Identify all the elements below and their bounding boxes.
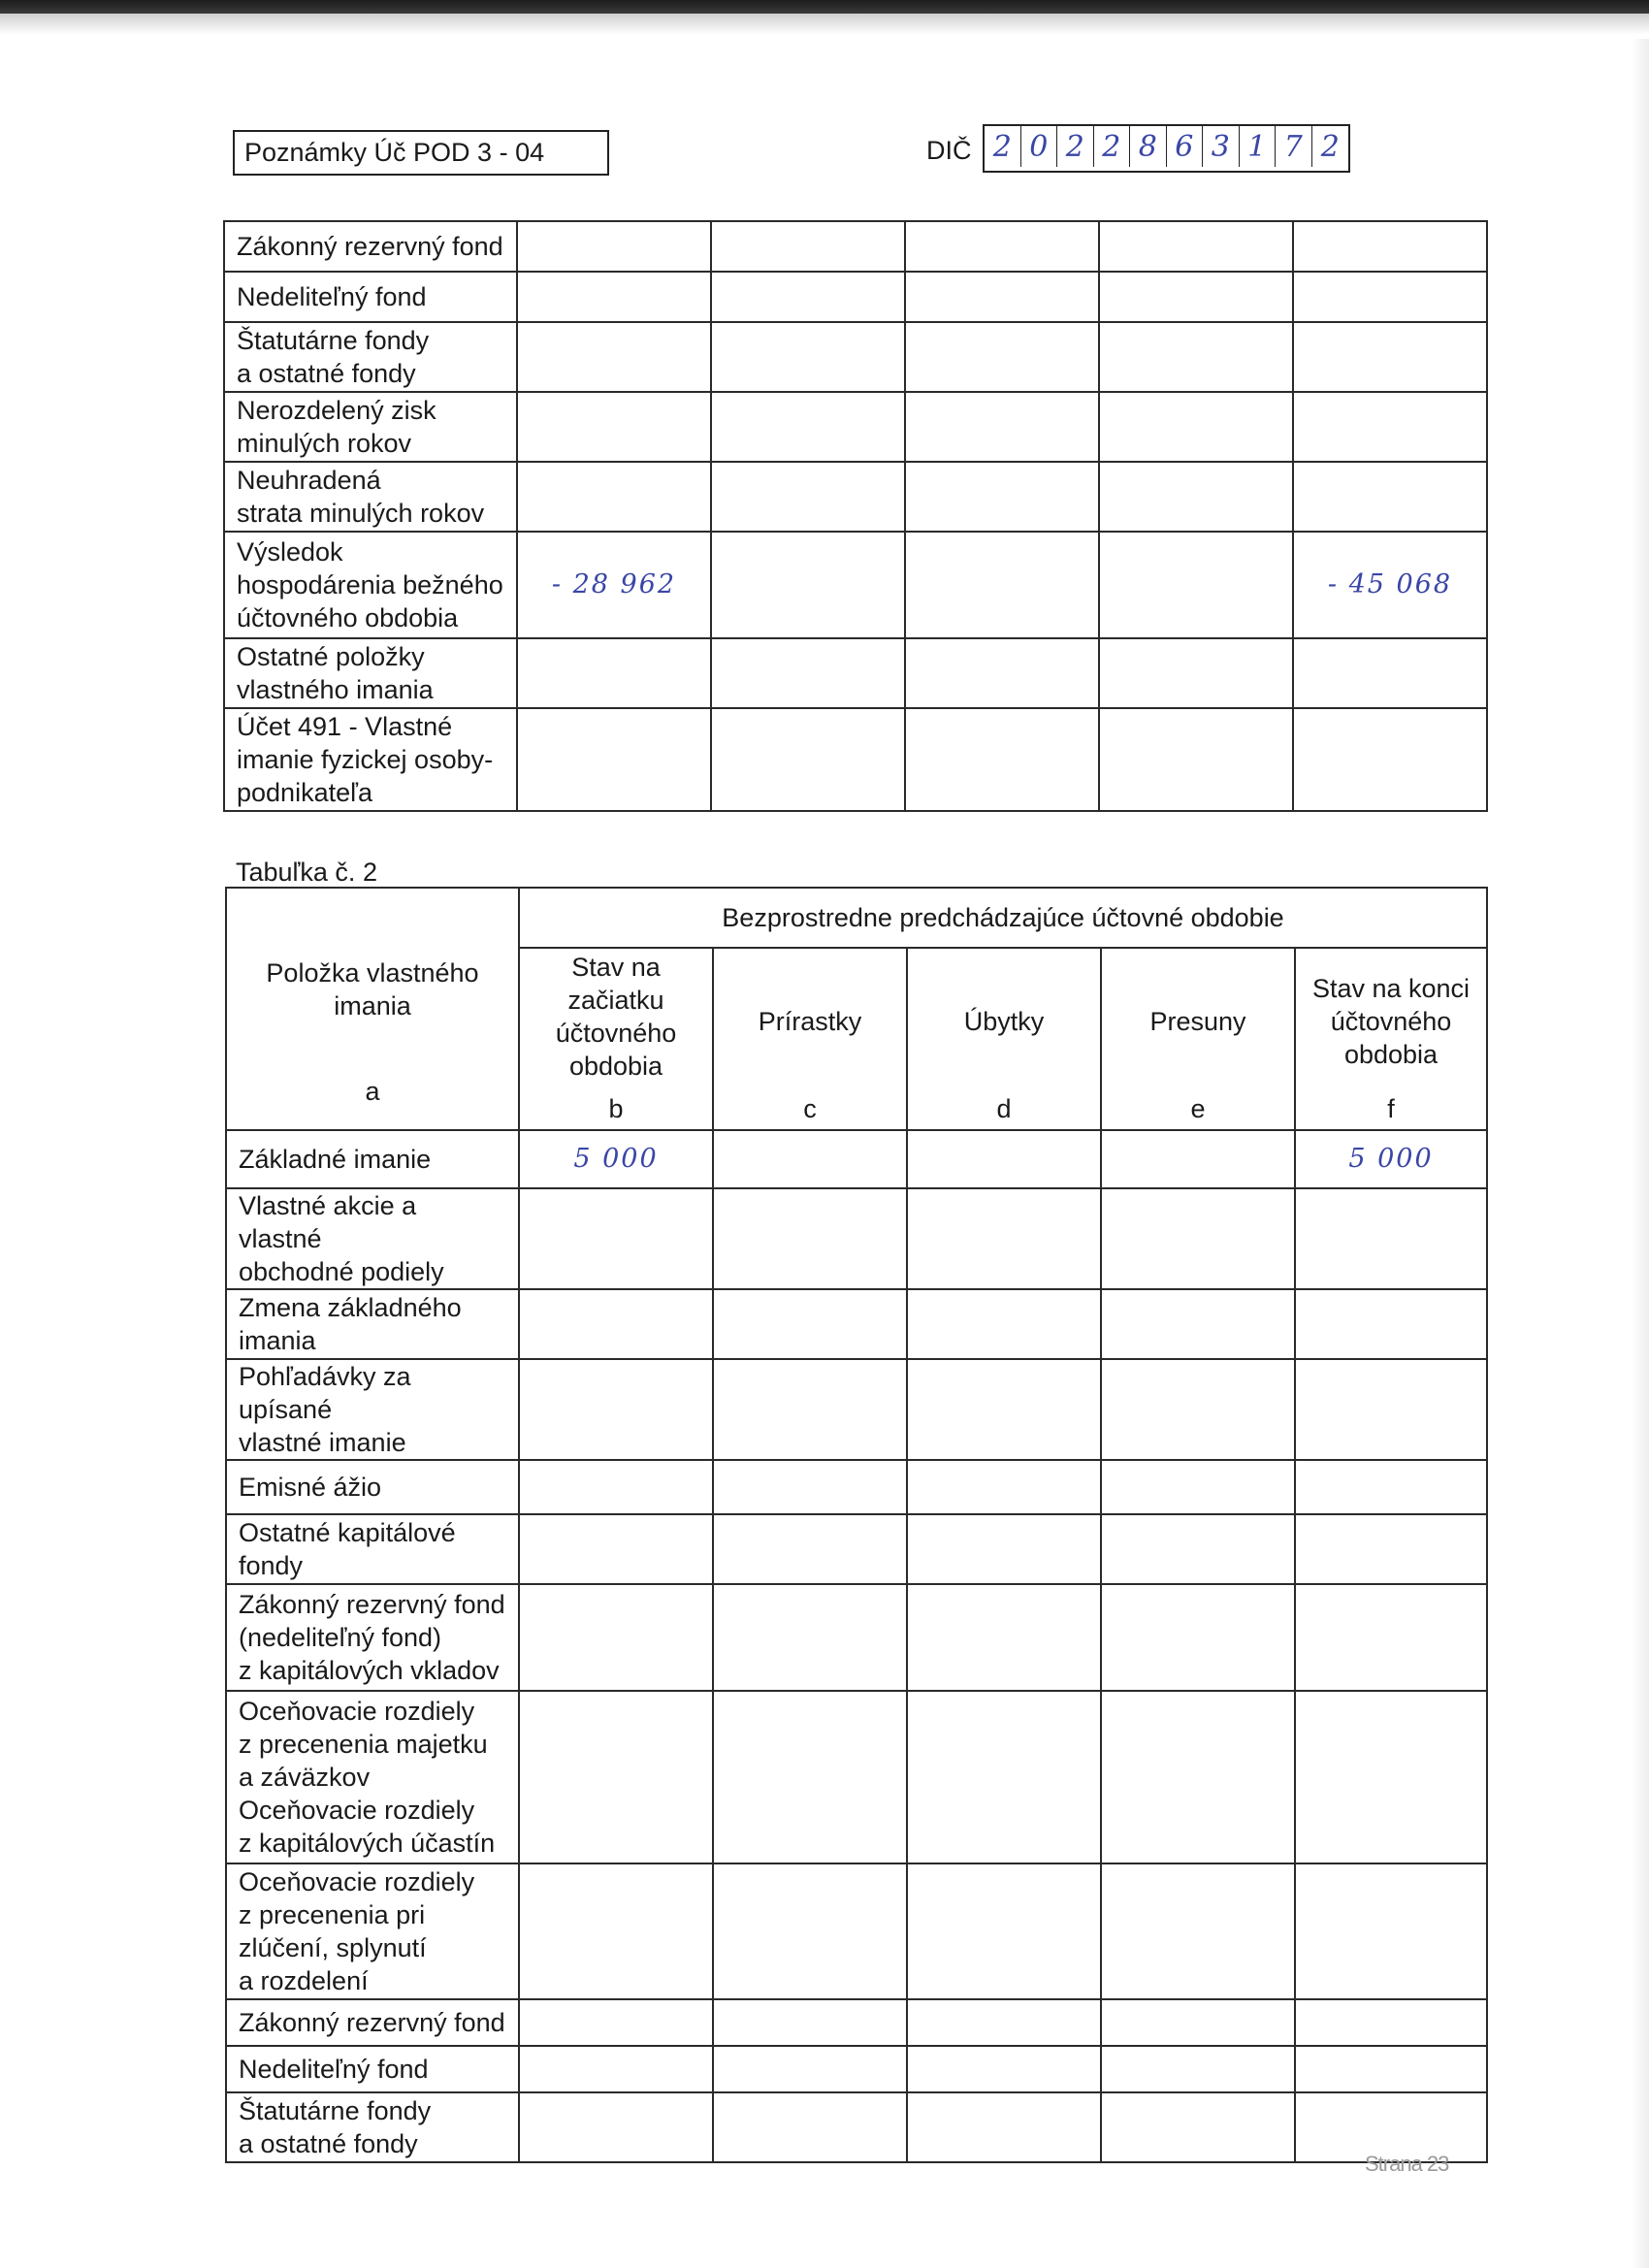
table-row	[226, 1691, 1487, 1863]
table-row	[226, 1514, 1487, 1584]
col-header-transfer-label: Presuny	[1149, 1007, 1246, 1036]
table-row	[226, 1460, 1487, 1514]
value-cell-d	[907, 1999, 1101, 2046]
value-cell-d	[905, 532, 1099, 638]
value-cell-c	[711, 221, 905, 272]
dic-digit: 2	[1057, 126, 1094, 167]
row-label: Štatutárne fondy a ostatné fondy	[224, 322, 517, 392]
value-cell-c	[713, 1130, 907, 1188]
table-row	[226, 2046, 1487, 2092]
value-cell-b	[519, 1584, 713, 1691]
value-cell-c	[711, 638, 905, 708]
value-cell-c	[713, 1999, 907, 2046]
value-cell-c	[711, 708, 905, 811]
value-cell-c	[711, 392, 905, 462]
table-row	[226, 1863, 1487, 1999]
value-cell-e	[1101, 1514, 1295, 1584]
col-letter-f: f	[1387, 1094, 1395, 1123]
value-cell-e	[1099, 638, 1293, 708]
col-header-transfer	[1101, 948, 1295, 1130]
value-cell-d	[905, 272, 1099, 322]
row-label: Výsledok hospodárenia bežného účtovného obdobia	[224, 532, 517, 638]
value-cell-f	[1295, 1691, 1487, 1863]
table-row	[224, 392, 1487, 462]
value-cell-f	[1293, 272, 1487, 322]
value-cell-d	[905, 392, 1099, 462]
table-row	[224, 532, 1487, 638]
value-cell-f	[1295, 1359, 1487, 1460]
value-cell-b	[517, 322, 711, 392]
row-label: Zákonný rezervný fond	[226, 1999, 519, 2046]
dic-digit: 7	[1276, 126, 1312, 167]
value-cell-e	[1101, 2092, 1295, 2162]
value-cell-d	[905, 462, 1099, 532]
equity-table-current	[223, 220, 1488, 812]
value-cell-c	[713, 1460, 907, 1514]
dic-digit: 1	[1240, 126, 1277, 167]
value-cell-c	[713, 1514, 907, 1584]
value-cell-f	[1295, 2046, 1487, 2092]
value-cell-d	[907, 1863, 1101, 1999]
value-cell-c	[711, 272, 905, 322]
value-cell-f	[1295, 1584, 1487, 1691]
group-header: Bezprostredne predchádzajúce účtovné obdobie	[519, 888, 1487, 948]
table-row	[226, 1359, 1487, 1460]
value-cell-b: - 28 962	[517, 532, 711, 638]
value-cell-b	[517, 392, 711, 462]
col-header-decrease	[907, 948, 1101, 1130]
row-label: Nerozdelený zisk minulých rokov	[224, 392, 517, 462]
row-label: Oceňovacie rozdiely z precenenia majetku a záväzkov Oceňovacie rozdiely z kapitálových účastín	[226, 1691, 519, 1863]
scan-top-shadow	[0, 14, 1649, 35]
row-label: Pohľadávky za upísané vlastné imanie	[226, 1359, 519, 1460]
table-2-caption: Tabuľka č. 2	[236, 858, 377, 887]
value-cell-c	[713, 1691, 907, 1863]
value-cell-b	[517, 272, 711, 322]
value-cell-f	[1295, 1514, 1487, 1584]
col-header-item	[226, 888, 519, 1130]
dic-digit: 2	[1094, 126, 1131, 167]
value-cell-c	[711, 532, 905, 638]
value-cell-c	[713, 1289, 907, 1359]
col-letter-d: d	[996, 1094, 1012, 1123]
value-cell-d	[907, 1514, 1101, 1584]
value-cell-d	[907, 1691, 1101, 1863]
value-cell-f	[1295, 1999, 1487, 2046]
value-cell-b	[519, 1999, 713, 2046]
value-cell-b	[519, 1691, 713, 1863]
table-row	[224, 708, 1487, 811]
col-header-item-label: Položka vlastného imania	[266, 958, 479, 1021]
row-label: Ostatné kapitálové fondy	[226, 1514, 519, 1584]
dic-digit: 0	[1021, 126, 1058, 167]
page-number: Strana 23	[1365, 2152, 1449, 2176]
value-cell-b	[519, 1289, 713, 1359]
row-label: Účet 491 - Vlastné imanie fyzickej osoby- podnikateľa	[224, 708, 517, 811]
col-header-start-label: Stav na začiatku účtovného obdobia	[555, 953, 677, 1081]
value-cell-e	[1101, 1289, 1295, 1359]
value-cell-b	[517, 221, 711, 272]
table-row	[226, 1289, 1487, 1359]
equity-table-previous-body	[226, 1130, 1487, 2162]
value-cell-e	[1101, 1130, 1295, 1188]
value-cell-f	[1295, 1289, 1487, 1359]
value-cell-f	[1293, 708, 1487, 811]
value-cell-e	[1101, 1584, 1295, 1691]
value-cell-d	[905, 322, 1099, 392]
value-cell-f	[1293, 221, 1487, 272]
equity-table-current-body	[224, 221, 1487, 811]
value-cell-f: - 45 068	[1293, 532, 1487, 638]
value-cell-c	[713, 1188, 907, 1289]
value-cell-f	[1295, 1460, 1487, 1514]
value-cell-c	[713, 2046, 907, 2092]
dic-label: DIČ	[926, 136, 972, 165]
col-header-increase-label: Prírastky	[758, 1007, 862, 1036]
value-cell-e	[1101, 2046, 1295, 2092]
dic-digit: 6	[1167, 126, 1204, 167]
value-cell-b	[519, 2092, 713, 2162]
value-cell-e	[1101, 1460, 1295, 1514]
value-cell-f	[1293, 638, 1487, 708]
row-label: Vlastné akcie a vlastné obchodné podiely	[226, 1188, 519, 1289]
row-label: Zákonný rezervný fond (nedeliteľný fond) z kapitálových vkladov	[226, 1584, 519, 1691]
row-label: Oceňovacie rozdiely z precenenia pri zlúčení, splynutí a rozdelení	[226, 1863, 519, 1999]
value-cell-f	[1295, 1863, 1487, 1999]
value-cell-b	[517, 462, 711, 532]
value-cell-e	[1099, 462, 1293, 532]
table-row	[224, 322, 1487, 392]
value-cell-e	[1099, 221, 1293, 272]
value-cell-e	[1099, 532, 1293, 638]
scan-right-edge	[1632, 39, 1649, 2268]
value-cell-e	[1099, 322, 1293, 392]
value-cell-d	[907, 1188, 1101, 1289]
value-cell-d	[907, 1289, 1101, 1359]
value-cell-c	[711, 462, 905, 532]
col-letter-e: e	[1190, 1094, 1206, 1123]
value-cell-d	[907, 1359, 1101, 1460]
table-row	[224, 272, 1487, 322]
value-cell-d	[905, 708, 1099, 811]
value-cell-c	[711, 322, 905, 392]
value-cell-e	[1101, 1359, 1295, 1460]
dic-digit: 3	[1203, 126, 1240, 167]
col-header-increase	[713, 948, 907, 1130]
value-cell-d	[905, 221, 1099, 272]
value-cell-c	[713, 1359, 907, 1460]
row-label: Ostatné položky vlastného imania	[224, 638, 517, 708]
col-letter-a: a	[365, 1077, 380, 1106]
col-letter-b: b	[608, 1094, 624, 1123]
table-row	[224, 221, 1487, 272]
value-cell-d	[907, 1460, 1101, 1514]
value-cell-e	[1099, 708, 1293, 811]
value-cell-b	[519, 2046, 713, 2092]
value-cell-b	[519, 1188, 713, 1289]
value-cell-d	[907, 2092, 1101, 2162]
value-cell-f	[1293, 392, 1487, 462]
col-header-start	[519, 948, 713, 1130]
row-label: Nedeliteľný fond	[224, 272, 517, 322]
form-title-box	[233, 130, 609, 176]
value-cell-f	[1293, 462, 1487, 532]
value-cell-f	[1293, 322, 1487, 392]
value-cell-d	[905, 638, 1099, 708]
row-label: Emisné ážio	[226, 1460, 519, 1514]
form-title: Poznámky Úč POD 3 - 04	[244, 138, 545, 167]
value-cell-c	[713, 2092, 907, 2162]
value-cell-d	[907, 1130, 1101, 1188]
table-row	[224, 638, 1487, 708]
value-cell-f	[1295, 1188, 1487, 1289]
dic-digit: 2	[1320, 130, 1340, 164]
table-row	[226, 1188, 1487, 1289]
value-cell-b	[519, 1359, 713, 1460]
row-label: Zmena základného imania	[226, 1289, 519, 1359]
value-cell-d	[907, 2046, 1101, 2092]
table-row	[226, 1584, 1487, 1691]
value-cell-c	[713, 1584, 907, 1691]
table-row	[226, 1999, 1487, 2046]
col-header-end-label: Stav na konci účtovného obdobia	[1311, 974, 1471, 1069]
dic-field	[983, 124, 1350, 173]
value-cell-e	[1101, 1999, 1295, 2046]
value-cell-e	[1099, 272, 1293, 322]
table-row	[226, 2092, 1487, 2162]
row-label: Nedeliteľný fond	[226, 2046, 519, 2092]
value-cell-c	[713, 1863, 907, 1999]
value-cell-e	[1101, 1188, 1295, 1289]
equity-table-previous	[225, 887, 1488, 2163]
value-cell-b: 5 000	[519, 1130, 713, 1188]
table-row	[224, 462, 1487, 532]
value-cell-d	[907, 1584, 1101, 1691]
value-cell-b	[517, 638, 711, 708]
col-header-end	[1295, 948, 1487, 1130]
value-cell-f: 5 000	[1295, 1130, 1487, 1188]
scan-top-edge	[0, 0, 1649, 14]
row-label: Štatutárne fondy a ostatné fondy	[226, 2092, 519, 2162]
row-label: Neuhradená strata minulých rokov	[224, 462, 517, 532]
dic-digit: 2	[985, 126, 1021, 167]
value-cell-b	[519, 1514, 713, 1584]
dic-digit: 8	[1130, 126, 1167, 167]
table-row	[226, 1130, 1487, 1188]
col-header-decrease-label: Úbytky	[963, 1007, 1045, 1036]
col-letter-c: c	[803, 1094, 817, 1123]
row-label: Zákonný rezervný fond	[224, 221, 517, 272]
value-cell-b	[519, 1863, 713, 1999]
value-cell-e	[1101, 1691, 1295, 1863]
value-cell-e	[1101, 1863, 1295, 1999]
value-cell-b	[517, 708, 711, 811]
row-label: Základné imanie	[226, 1130, 519, 1188]
value-cell-b	[519, 1460, 713, 1514]
value-cell-e	[1099, 392, 1293, 462]
